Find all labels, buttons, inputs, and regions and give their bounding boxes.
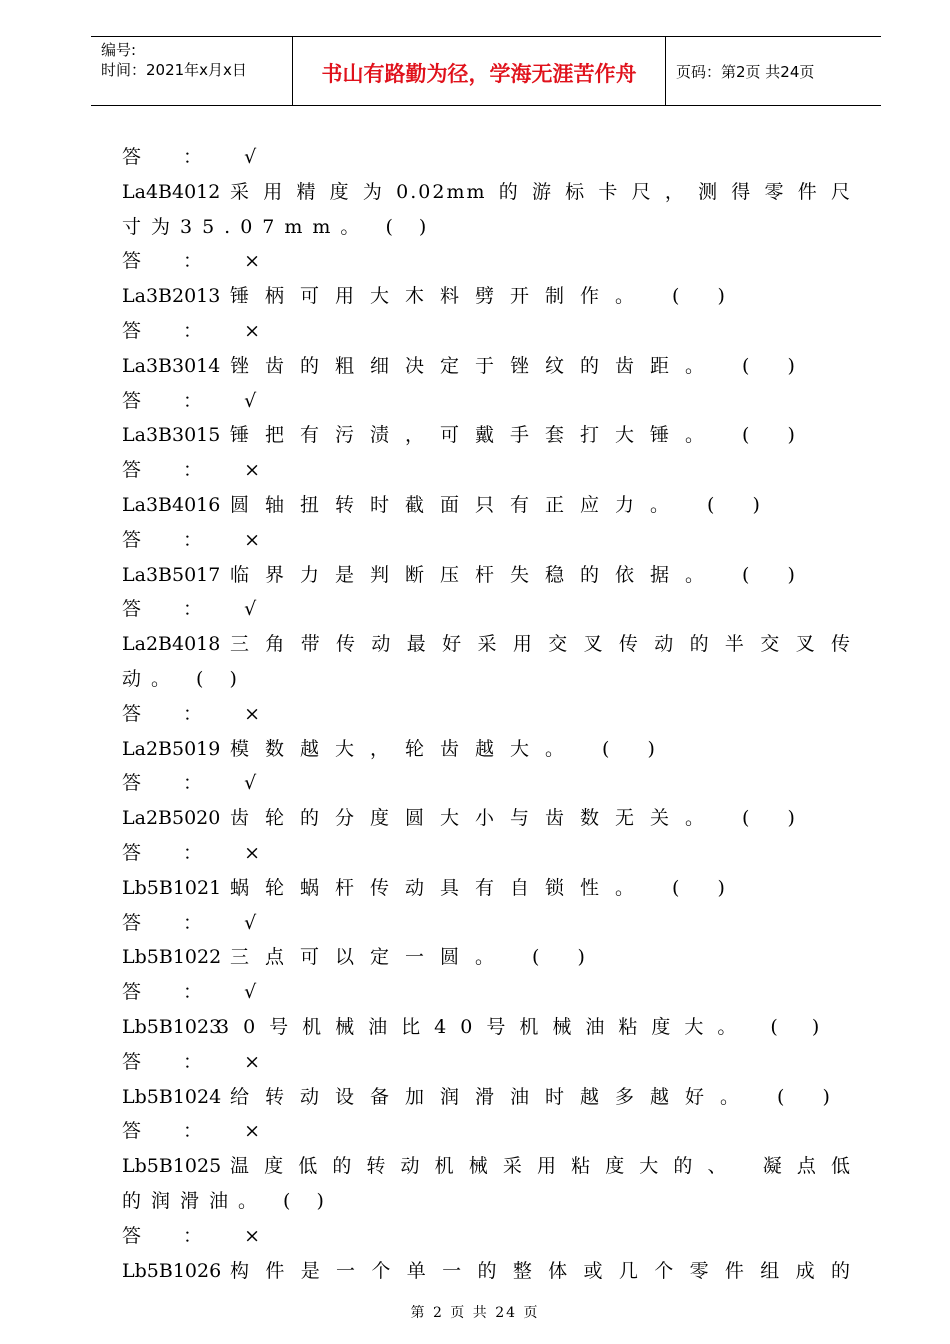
question-line bbox=[122, 175, 852, 210]
header-motto: 书山有路勤为径，学海无涯苦作舟 bbox=[321, 62, 637, 86]
question-id: La2B5019 bbox=[122, 737, 221, 760]
question-id: Lb5B1022 bbox=[122, 946, 222, 969]
answer-line: 答 ： × bbox=[122, 1224, 278, 1247]
question-text: 构件是一个单一的整体或几个零件组成的 bbox=[230, 1259, 852, 1282]
question-text: 锤把有污渍，可戴手套打大锤。 ( ) bbox=[230, 424, 811, 447]
question-text: 蜗轮蜗杆传动具有自锁性。 ( ) bbox=[230, 876, 741, 899]
question-line bbox=[122, 1080, 852, 1115]
question-text: 温度低的转动机械采用粘度大的、 凝点低 bbox=[230, 1155, 852, 1178]
question-line bbox=[122, 349, 852, 384]
question-list bbox=[122, 140, 852, 1288]
question-id: La3B4016 bbox=[122, 493, 221, 516]
answer-line: 答 ： × bbox=[122, 319, 278, 342]
header-page-info: 页码：第2页 共24页 bbox=[676, 63, 815, 81]
question-id: Lb5B1024 bbox=[122, 1085, 222, 1108]
question-id: La4B4012 bbox=[122, 180, 221, 203]
question-line bbox=[122, 418, 852, 453]
question-line bbox=[122, 1010, 852, 1045]
answer-line: 答 ： × bbox=[122, 702, 278, 725]
question-continuation: 寸为35.07mm。 ( ) bbox=[122, 215, 437, 238]
answer-line: 答 ： √ bbox=[122, 772, 275, 795]
question-text: 锉齿的粗细决定于锉纹的齿距。 ( ) bbox=[230, 354, 811, 377]
answer-line: 答 ： × bbox=[122, 528, 278, 551]
question-id: Lb5B1025 bbox=[122, 1155, 222, 1178]
answer-line: 答 ： × bbox=[122, 1120, 278, 1143]
question-text: 给转动设备加润滑油时越多越好。 ( ) bbox=[230, 1085, 846, 1108]
question-text: 锤柄可用大木料劈开制作。 ( ) bbox=[230, 285, 741, 308]
question-id: La3B2013 bbox=[122, 285, 221, 308]
question-id: Lb5B1021 bbox=[122, 876, 222, 899]
answer-line: 答 ： √ bbox=[122, 911, 275, 934]
question-line bbox=[122, 279, 852, 314]
question-id: La3B3014 bbox=[122, 354, 221, 377]
answer-line: 答 ： √ bbox=[122, 146, 275, 168]
question-text: 圆轴扭转时截面只有正应力。 ( ) bbox=[230, 493, 776, 516]
question-line bbox=[122, 732, 852, 767]
answer-line: 答 ： × bbox=[122, 250, 278, 273]
question-text: 30号机械油比40号机械油粘度大。 ( ) bbox=[217, 1015, 834, 1038]
question-continuation: 的润滑油。 ( ) bbox=[122, 1189, 334, 1212]
question-id: Lb5B1026 bbox=[122, 1259, 222, 1282]
question-text: 采用精度为0.02mm的游标卡尺，测得零件尺 bbox=[230, 180, 852, 203]
answer-line: 答 ： × bbox=[122, 1050, 278, 1073]
question-line bbox=[122, 801, 852, 836]
serial-label: 编号: bbox=[101, 41, 137, 59]
question-line bbox=[122, 1149, 852, 1184]
question-text: 三角带传动最好采用交叉传动的半交叉传 bbox=[230, 633, 852, 656]
header-meta-cell bbox=[91, 37, 293, 105]
question-id: La2B5020 bbox=[122, 807, 221, 830]
header-motto-cell bbox=[293, 37, 666, 105]
question-id: Lb5B1023 bbox=[122, 1015, 222, 1038]
question-id: La3B5017 bbox=[122, 563, 221, 586]
question-line bbox=[122, 940, 852, 975]
question-text: 齿轮的分度圆大小与齿数无关。 ( ) bbox=[230, 807, 811, 830]
answer-line: 答 ： √ bbox=[122, 981, 275, 1004]
question-line bbox=[122, 558, 852, 593]
question-line bbox=[122, 488, 852, 523]
question-line bbox=[122, 1254, 852, 1289]
question-text: 三点可以定一圆。 ( ) bbox=[230, 946, 601, 969]
question-id: La2B4018 bbox=[122, 633, 221, 656]
question-text: 模数越大，轮齿越大。 ( ) bbox=[230, 737, 671, 760]
answer-line: 答 ： √ bbox=[122, 389, 275, 412]
question-continuation: 动。 ( ) bbox=[122, 667, 247, 690]
question-text: 临界力是判断压杆失稳的依据。 ( ) bbox=[230, 563, 811, 586]
header-page-cell bbox=[666, 37, 881, 105]
page-footer: 第 2 页 共 24 页 bbox=[410, 1305, 540, 1321]
page-header bbox=[91, 36, 881, 106]
time-label: 时间：2021年x月x日 bbox=[101, 61, 247, 79]
answer-line: 答 ： × bbox=[122, 459, 278, 482]
question-line bbox=[122, 627, 852, 662]
question-id: La3B3015 bbox=[122, 424, 221, 447]
answer-line: 答 ： × bbox=[122, 841, 278, 864]
answer-line: 答 ： √ bbox=[122, 598, 275, 621]
question-line bbox=[122, 871, 852, 906]
